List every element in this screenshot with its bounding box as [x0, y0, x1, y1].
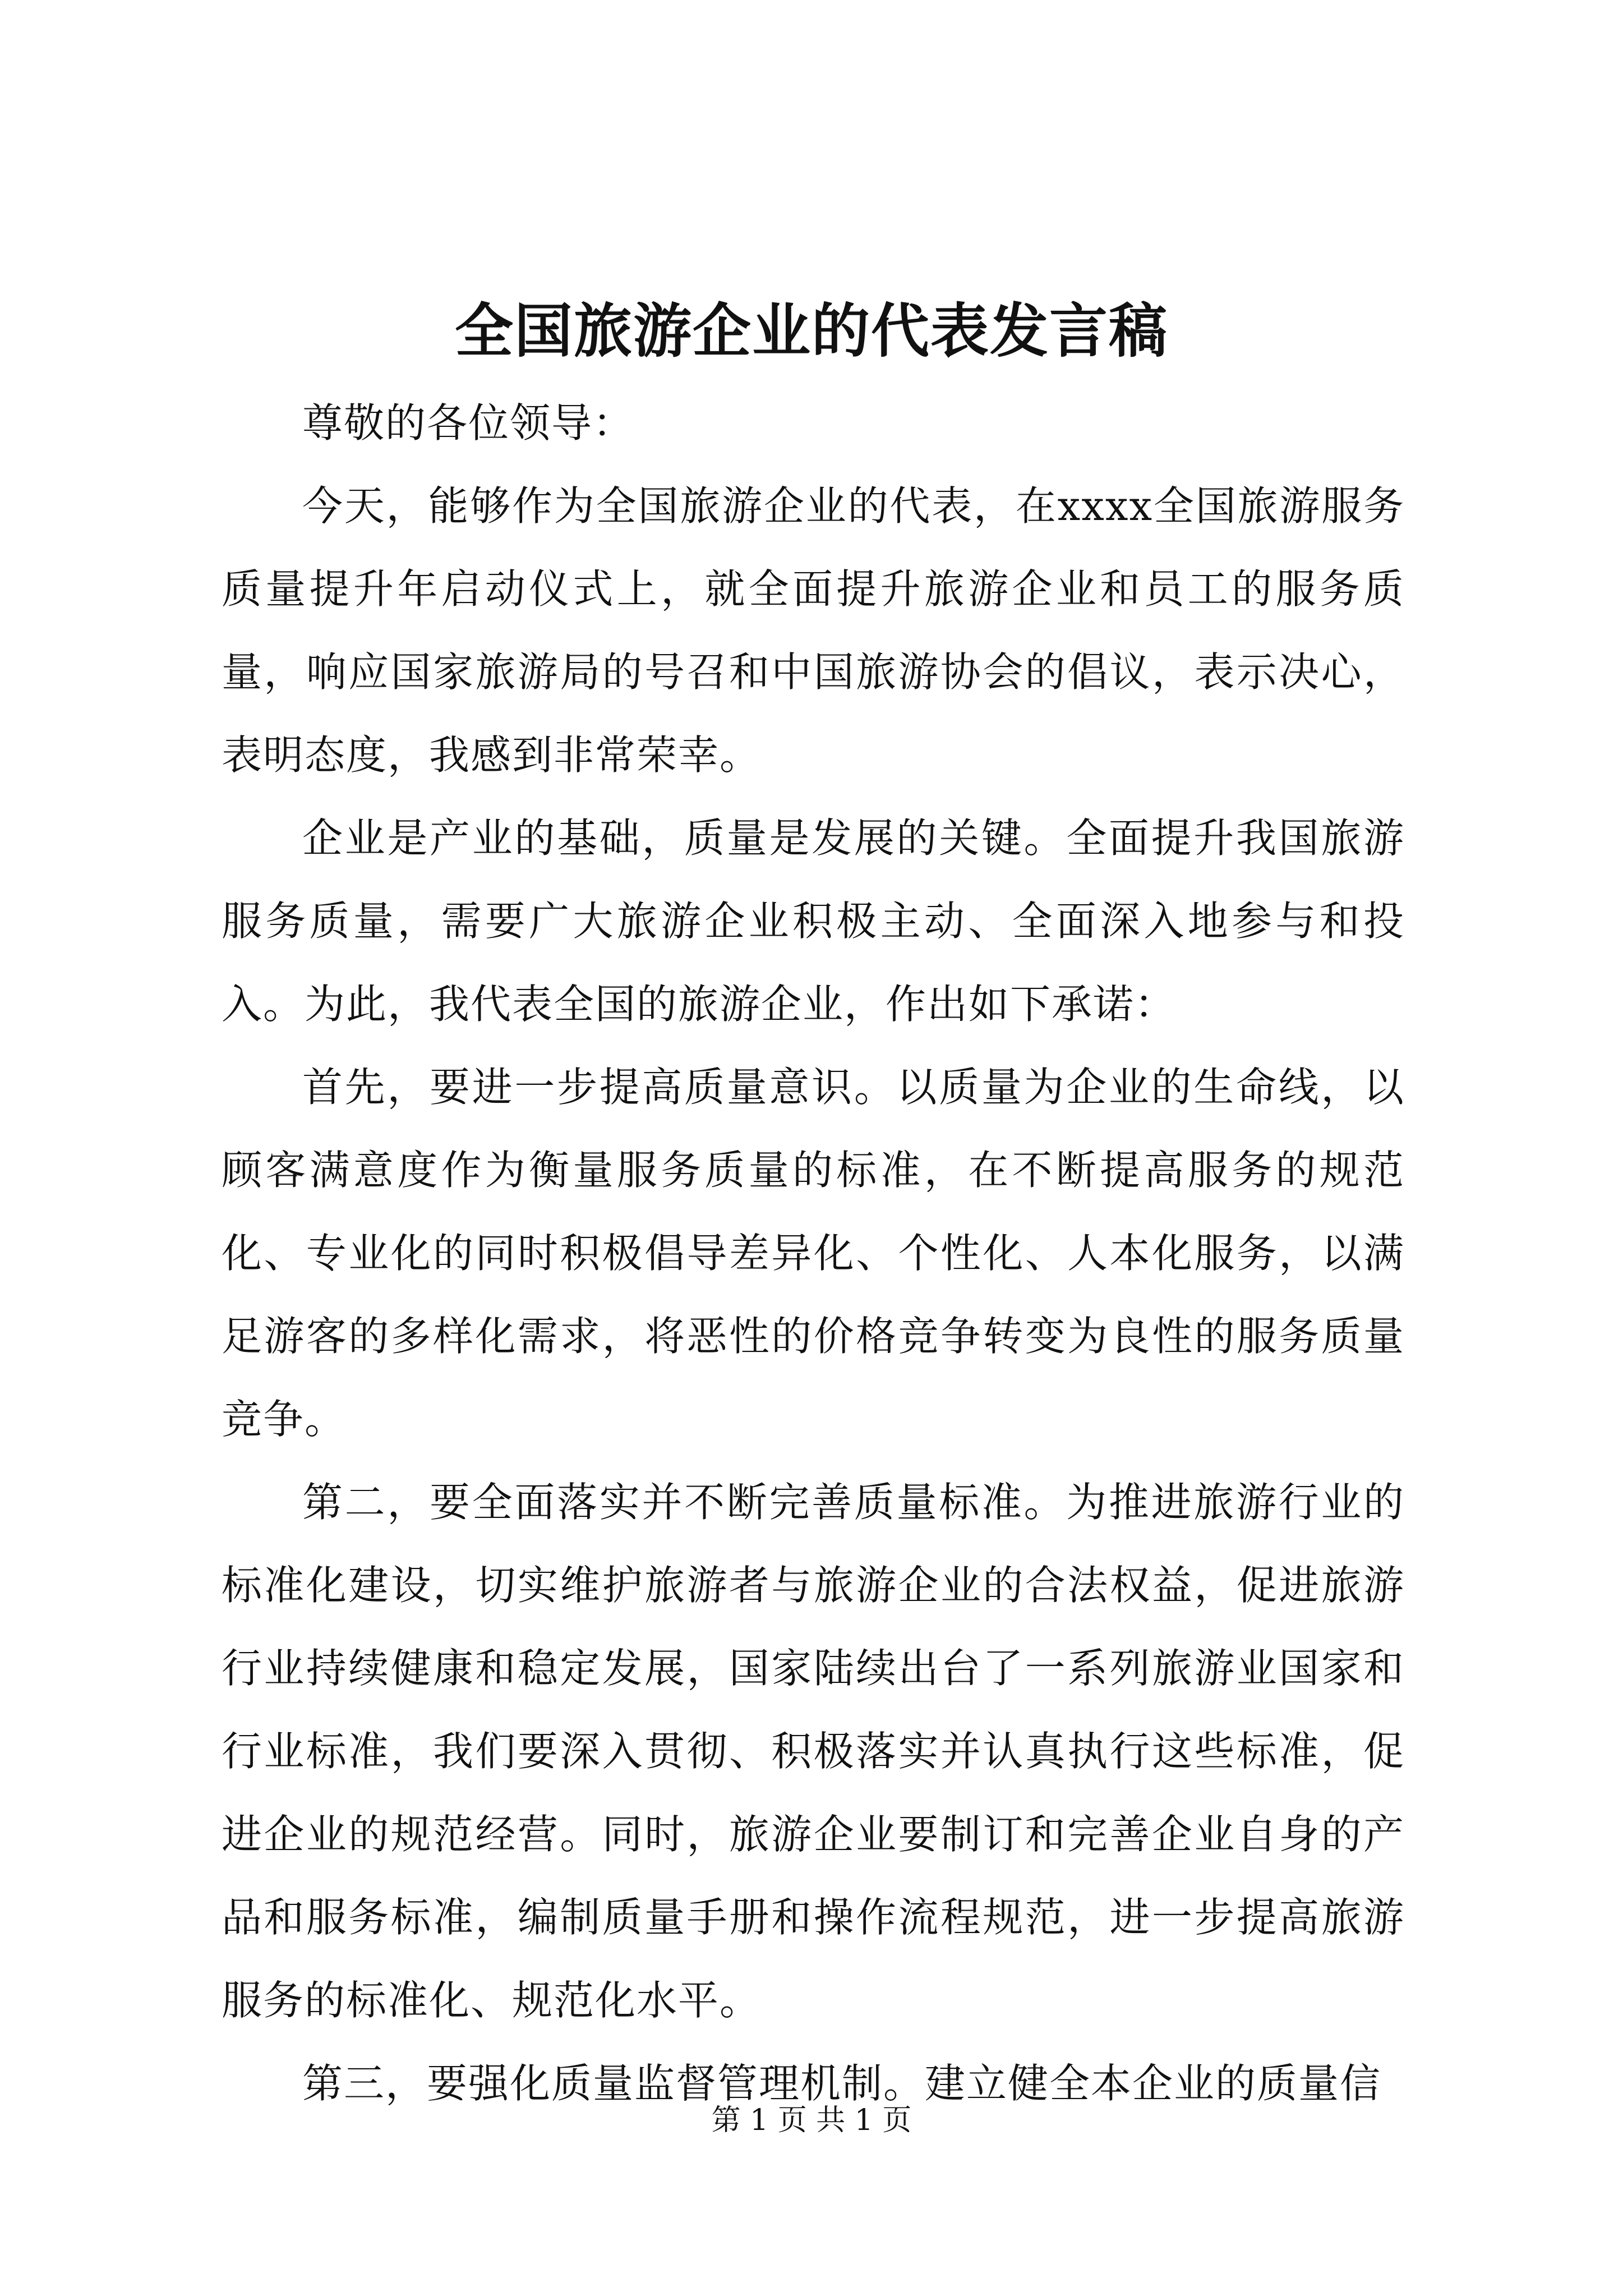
document-title: 全国旅游企业的代表发言稿 [454, 296, 1168, 365]
salutation-paragraph: 尊敬的各位领导： [302, 399, 635, 447]
page-footer: 第 1 页 共 1 页 [711, 2104, 912, 2137]
commitment-intro-paragraph: 企业是产业的基础，质量是发展的关键。全面提升我国旅游服务质量，需要广大旅游企业积极主动、全面深入地参与和投入。为此，我代表全国的旅游企业，作出如下承诺： [222, 815, 1405, 1028]
first-commitment-paragraph: 首先，要进一步提高质量意识。以质量为企业的生命线，以顾客满意度作为衡量服务质量的标准，在不断提高服务的规范化、专业化的同时积极倡导差异化、个性化、人本化服务，以满足游客的多样化需求，将恶性的价格竞争转变为良性的服务质量竞争。 [222, 1064, 1405, 1443]
second-commitment-paragraph: 第二，要全面落实并不断完善质量标准。为推进旅游行业的标准化建设，切实维护旅游者与旅游企业的合法权益，促进旅游行业持续健康和稳定发展，国家陆续出台了一系列旅游业国家和行业标准，我们要深入贯彻、积极落实并认真执行这些标准，促进企业的规范经营。同时，旅游企业要制订和完善企业自身的产品和服务标准，编制质量手册和操作流程规范，进一步提高旅游服务的标准化、规范化水平。 [222, 1479, 1405, 2024]
document-body [222, 381, 1405, 2125]
third-commitment-paragraph: 第三，要强化质量监督管理机制。建立健全本企业的质量信 [302, 2060, 1382, 2107]
intro-paragraph: 今天，能够作为全国旅游企业的代表，在xxxx全国旅游服务质量提升年启动仪式上，就全面提升旅游企业和员工的服务质量，响应国家旅游局的号召和中国旅游协会的倡议，表示决心，表明态度，我感到非常荣幸。 [222, 482, 1405, 779]
